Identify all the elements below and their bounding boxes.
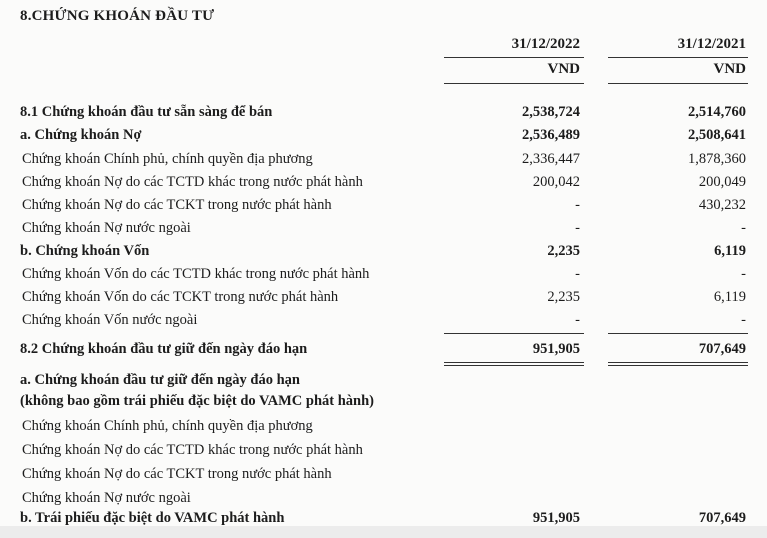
header-rule-2022 (444, 57, 584, 58)
row-label: Chứng khoán Nợ nước ngoài (22, 490, 191, 506)
row-label: Chứng khoán Nợ do các TCTD khác trong nước phát hành (22, 442, 363, 458)
row-label: Chứng khoán Vốn do các TCTD khác trong nước phát hành (22, 266, 370, 282)
table-row (0, 241, 767, 262)
total-rule-2021-a (608, 362, 748, 363)
table-row (0, 287, 767, 308)
value-2021: 6,119 (714, 243, 746, 259)
table-row (0, 149, 767, 170)
table-row (0, 416, 767, 437)
row-label: Chứng khoán Nợ nước ngoài (22, 220, 191, 236)
table-row (0, 218, 767, 239)
value-2021: 2,508,641 (688, 127, 746, 143)
value-2022: - (575, 312, 580, 328)
value-2021: 707,649 (698, 341, 746, 357)
subtotal-rule-2021-top (608, 333, 748, 334)
value-2021: - (741, 312, 746, 328)
table-row (0, 195, 767, 216)
value-2022: 2,235 (547, 289, 580, 305)
total-rule-2022-a (444, 362, 584, 363)
value-2022: 951,905 (532, 510, 580, 526)
value-2022: 200,042 (532, 174, 580, 190)
column-unit-2021: VND (713, 61, 746, 77)
row-label: b. Trái phiếu đặc biệt do VAMC phát hành (20, 510, 285, 526)
table-row (0, 370, 767, 391)
value-2022: 2,235 (547, 243, 580, 259)
column-date-2021: 31/12/2021 (677, 36, 746, 52)
row-label: a. Chứng khoán đầu tư giữ đến ngày đáo hạn (20, 372, 300, 388)
value-2022: 951,905 (532, 341, 580, 357)
unit-rule-2022 (444, 83, 584, 84)
page-bottom-edge (0, 526, 767, 538)
value-2021: 200,049 (698, 174, 746, 190)
value-2022: - (575, 197, 580, 213)
subtotal-rule-2022-top (444, 333, 584, 334)
value-2021: - (741, 266, 746, 282)
row-label: Chứng khoán Vốn do các TCKT trong nước phát hành (22, 289, 339, 305)
row-label: b. Chứng khoán Vốn (20, 243, 150, 259)
section-title: 8.CHỨNG KHOÁN ĐẦU TƯ (20, 8, 215, 24)
table-row (0, 102, 767, 123)
value-2021: 430,232 (698, 197, 746, 213)
total-rule-2022-b (444, 365, 584, 366)
value-2022: - (575, 266, 580, 282)
column-unit-2022: VND (547, 61, 580, 77)
table-row (0, 391, 767, 412)
row-label: Chứng khoán Nợ do các TCKT trong nước phát hành (22, 197, 332, 213)
table-row (0, 339, 767, 360)
value-2021: - (741, 220, 746, 236)
table-row (0, 440, 767, 461)
table-row (0, 264, 767, 285)
table-row (0, 464, 767, 485)
row-label: 8.1 Chứng khoán đầu tư sẵn sàng để bán (20, 104, 273, 120)
value-2021: 2,514,760 (688, 104, 746, 120)
table-row (0, 172, 767, 193)
value-2022: 2,336,447 (522, 151, 580, 167)
row-label: a. Chứng khoán Nợ (20, 127, 142, 143)
column-date-2022: 31/12/2022 (511, 36, 580, 52)
table-row (0, 310, 767, 331)
unit-rule-2021 (608, 83, 748, 84)
row-label: Chứng khoán Nợ do các TCKT trong nước phát hành (22, 466, 332, 482)
row-label: Chứng khoán Vốn nước ngoài (22, 312, 198, 328)
value-2021: 6,119 (713, 289, 746, 305)
table-row (0, 125, 767, 146)
value-2022: 2,536,489 (522, 127, 580, 143)
table-row (0, 488, 767, 509)
row-label: Chứng khoán Chính phủ, chính quyền địa phương (22, 418, 313, 434)
row-label: Chứng khoán Nợ do các TCTD khác trong nước phát hành (22, 174, 363, 190)
total-rule-2021-b (608, 365, 748, 366)
row-label: Chứng khoán Chính phủ, chính quyền địa phương (22, 151, 313, 167)
row-label: 8.2 Chứng khoán đầu tư giữ đến ngày đáo hạn (20, 341, 308, 357)
value-2022: 2,538,724 (522, 104, 580, 120)
value-2021: 1,878,360 (688, 151, 746, 167)
value-2021: 707,649 (698, 510, 746, 526)
value-2022: - (575, 220, 580, 236)
row-label: (không bao gồm trái phiếu đặc biệt do VAMC phát hành) (20, 393, 374, 409)
header-rule-2021 (608, 57, 748, 58)
